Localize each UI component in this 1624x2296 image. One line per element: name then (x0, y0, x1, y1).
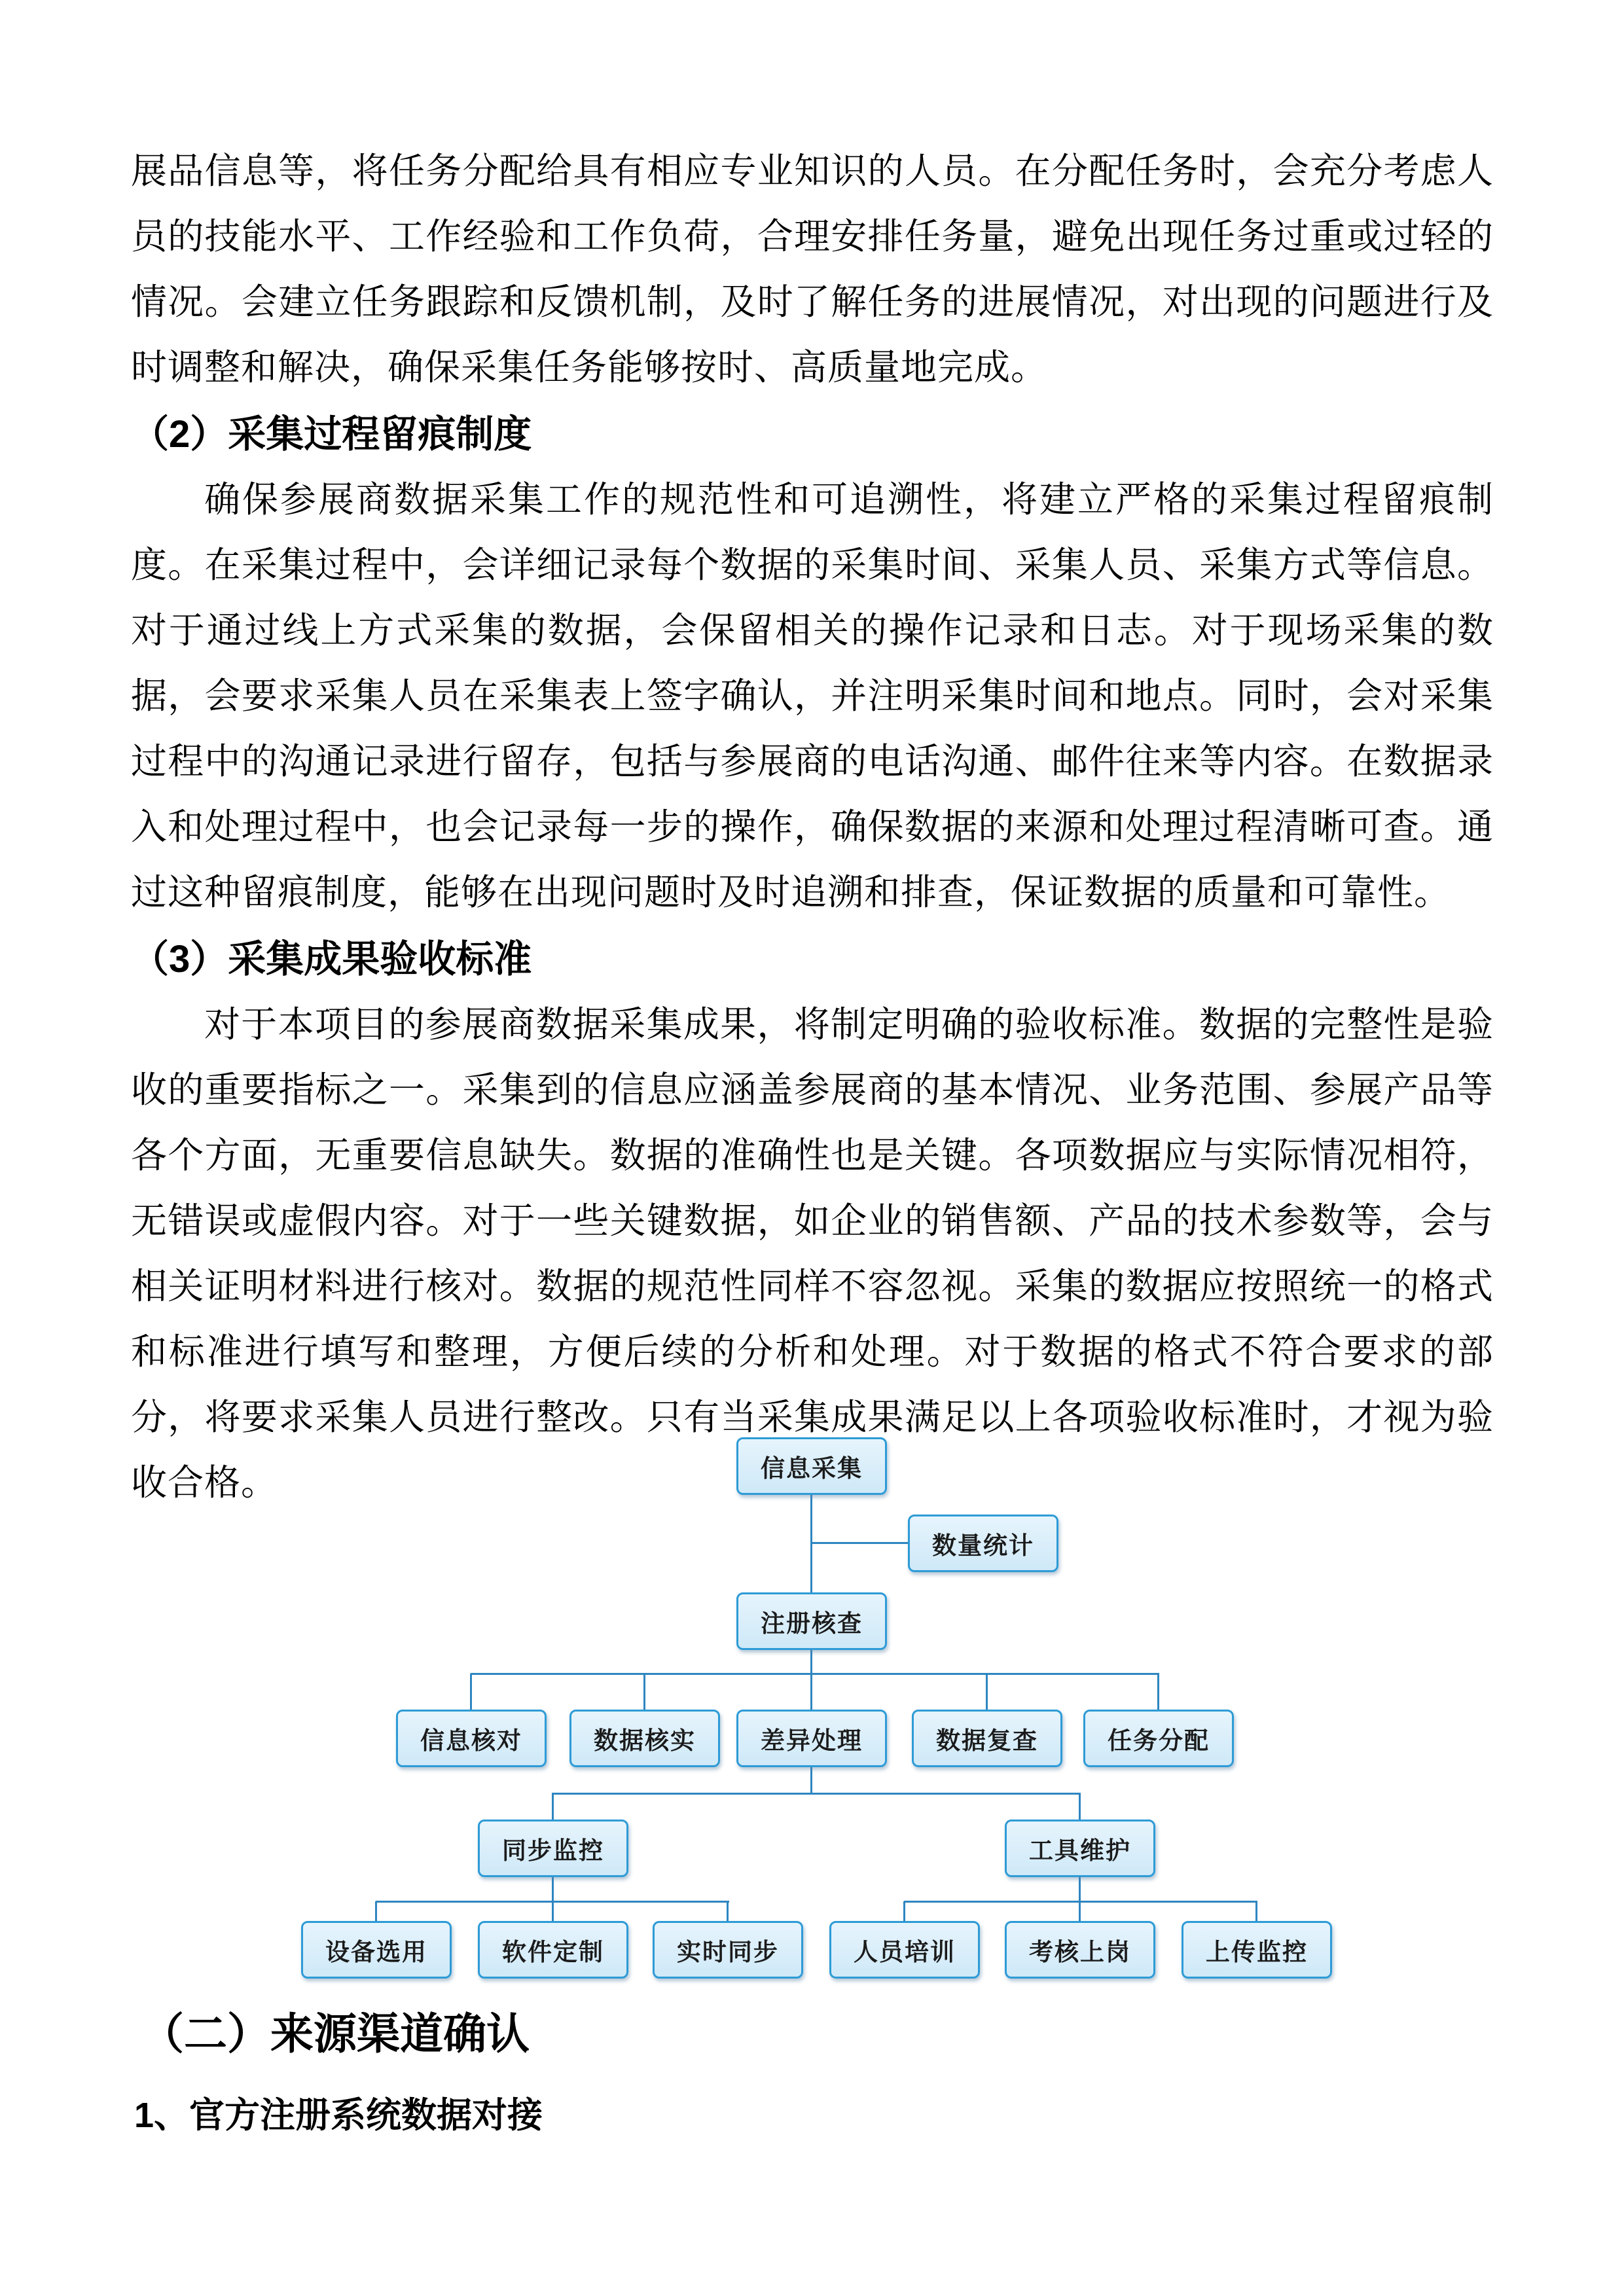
flowchart-node-info-verify: 信息核对 (396, 1710, 547, 1767)
connector-bus-tool-children (904, 1901, 1257, 1903)
flowchart-node-data-verify: 数据核实 (569, 1710, 720, 1767)
connector-stub-sync-monitor (552, 1793, 554, 1820)
connector-stub-personnel-training (903, 1901, 905, 1921)
connector-tool-down (1079, 1877, 1081, 1901)
paragraph-task-assignment: 展品信息等，将任务分配给具有相应专业知识的人员。在分配任务时，会充分考虑人员的技能水平、工作经验和工作负荷，合理安排任务量，避免出现任务过重或过轻的情况。会建立任务跟踪和反馈机制，及时了解任务的进展情况，对出现的问题进行及时调整和解决，确保采集任务能够按时、高质量地完成。 (131, 151, 1494, 387)
flowchart-node-upload-monitor: 上传监控 (1182, 1921, 1332, 1979)
flowchart-node-tool-maintain: 工具维护 (1005, 1820, 1155, 1877)
document-body (131, 139, 1494, 1516)
heading-3-acceptance-standard: （3）采集成果验收标准 (131, 938, 532, 980)
connector-stub-task-assign (1157, 1674, 1159, 1710)
paragraph-trace-system: 确保参展商数据采集工作的规范性和可追溯性，将建立严格的采集过程留痕制度。在采集过程中，会详细记录每个数据的采集时间、采集人员、采集方式等信息。对于通过线上方式采集的数据，会保留相关的操作记录和日志。对于现场采集的数据，会要求采集人员在采集表上签字确认，并注明采集时间和地点。同时，会对采集过程中的沟通记录进行留存，包括与参展商的电话沟通、邮件往来等内容。在数据录入和处理过程中，也会记录每一步的操作，确保数据的来源和处理过程清晰可查。通过这种留痕制度，能够在出现问题时及时追溯和排查，保证数据的质量和可靠性。 (131, 480, 1494, 912)
flowchart-node-assessment-onboard: 考核上岗 (1005, 1921, 1155, 1979)
flowchart-node-diff-handling: 差异处理 (736, 1710, 887, 1767)
flowchart-node-realtime-sync: 实时同步 (653, 1921, 803, 1979)
connector-stub-upload-monitor (1255, 1901, 1257, 1921)
connector-stub-software-custom (552, 1901, 554, 1921)
connector-stub-data-verify (643, 1674, 645, 1710)
flowchart-node-task-assign: 任务分配 (1083, 1710, 1234, 1767)
connector-sync-down (552, 1877, 554, 1901)
flowchart-node-quantity-stats: 数量统计 (908, 1515, 1058, 1572)
connector-stub-assessment-onboard (1079, 1901, 1081, 1921)
flowchart-node-registration-check: 注册核查 (736, 1592, 887, 1650)
flowchart-node-info-collection: 信息采集 (736, 1437, 887, 1495)
connector-bus-level4 (552, 1793, 1081, 1795)
connector-stub-info-verify (470, 1674, 472, 1710)
flowchart-node-data-recheck: 数据复查 (912, 1710, 1062, 1767)
connector-stub-realtime-sync (727, 1901, 729, 1921)
connector-registration-down (810, 1650, 812, 1674)
connector-branch-quantity-stats (812, 1542, 908, 1544)
connector-stub-data-recheck (986, 1674, 988, 1710)
connector-bus-level3 (471, 1673, 1159, 1675)
heading-official-registration-data: 1、官方注册系统数据对接 (134, 2096, 543, 2135)
connector-stub-tool-maintain (1079, 1793, 1081, 1820)
flowchart-node-device-select: 设备选用 (301, 1921, 452, 1979)
connector-bus-sync-children (376, 1901, 729, 1903)
connector-diff-down (810, 1767, 812, 1793)
flowchart-node-software-custom: 软件定制 (478, 1921, 628, 1979)
connector-stub-device-select (375, 1901, 377, 1921)
paragraph-acceptance-standard: 对于本项目的参展商数据采集成果，将制定明确的验收标准。数据的完整性是验收的重要指标之一。采集到的信息应涵盖参展商的基本情况、业务范围、参展产品等各个方面，无重要信息缺失。数据的准确性也是关键。各项数据应与实际情况相符，无错误或虚假内容。对于一些关键数据，如企业的销售额、产品的技术参数等，会与相关证明材料进行核对。数据的规范性同样不容忽视。采集的数据应按照统一的格式和标准进行填写和整理，方便后续的分析和处理。对于数据的格式不符合要求的部分，将要求采集人员进行整改。只有当采集成果满足以上各项验收标准时，才视为验收合格。 (131, 1005, 1494, 1503)
flowchart-node-sync-monitor: 同步监控 (478, 1820, 628, 1877)
heading-section-source-channel: （二）来源渠道确认 (141, 2009, 530, 2058)
connector-stub-diff-handling (810, 1674, 812, 1710)
heading-2-collection-trace-system: （2）采集过程留痕制度 (131, 413, 532, 456)
flowchart-node-personnel-training: 人员培训 (829, 1921, 980, 1979)
